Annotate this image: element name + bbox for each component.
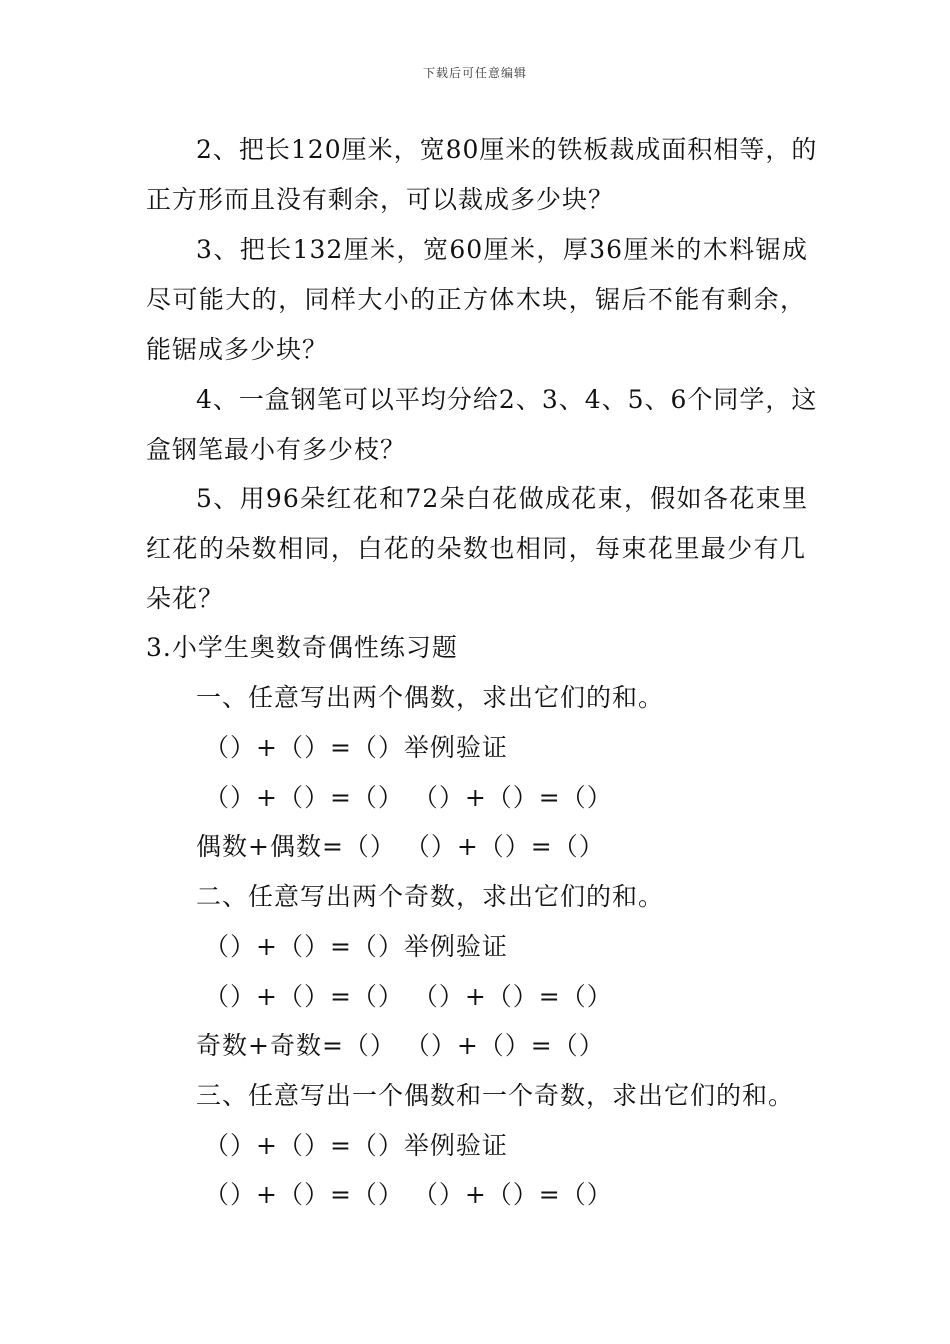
problem-5-line-1: 5、用96朵红花和72朵白花做成花束，假如各花束里 [196,484,808,513]
problem-4-line-1: 4、一盒钢笔可以平均分给2、3、4、5、6个同学，这 [196,385,818,414]
part-3-row-2: （）+（）=（） （）+（）=（） [204,1180,613,1209]
problem-3-line-1: 3、把长132厘米，宽60厘米，厚36厘米的木料锯成 [196,235,808,264]
problem-5-line-2: 红花的朵数相同，白花的朵数也相同，每束花里最少有几 [146,534,806,563]
part-2-row-1: （）+（）=（）举例验证 [204,932,508,961]
part-1-row-1: （）+（）=（）举例验证 [204,733,508,762]
part-1-row-2: （）+（）=（） （）+（）=（） [204,783,613,812]
part-2-heading: 二、任意写出两个奇数，求出它们的和。 [196,882,665,911]
problem-3-line-3: 能锯成多少块？ [146,335,329,364]
section-title: 3.小学生奥数奇偶性练习题 [146,633,458,662]
part-2-row-3: 奇数+奇数=（） （）+（）=（） [196,1031,605,1060]
part-2-row-2: （）+（）=（） （）+（）=（） [204,982,613,1011]
problem-2-line-2: 正方形而且没有剩余，可以裁成多少块？ [146,185,615,214]
part-1-heading: 一、任意写出两个偶数，求出它们的和。 [196,683,665,712]
problem-4-line-2: 盒钢笔最小有多少枝？ [146,435,407,464]
problem-3-line-2: 尽可能大的，同样大小的正方体木块，锯后不能有剩余， [146,285,806,314]
page-header: 下载后可任意编辑 [422,66,527,80]
problem-5-line-3: 朵花？ [146,584,225,613]
part-1-row-3: 偶数+偶数=（） （）+（）=（） [196,832,605,861]
part-3-heading: 三、任意写出一个偶数和一个奇数，求出它们的和。 [196,1081,795,1110]
problem-2-line-1: 2、把长120厘米，宽80厘米的铁板裁成面积相等，的 [196,135,818,164]
part-3-row-1: （）+（）=（）举例验证 [204,1131,508,1160]
